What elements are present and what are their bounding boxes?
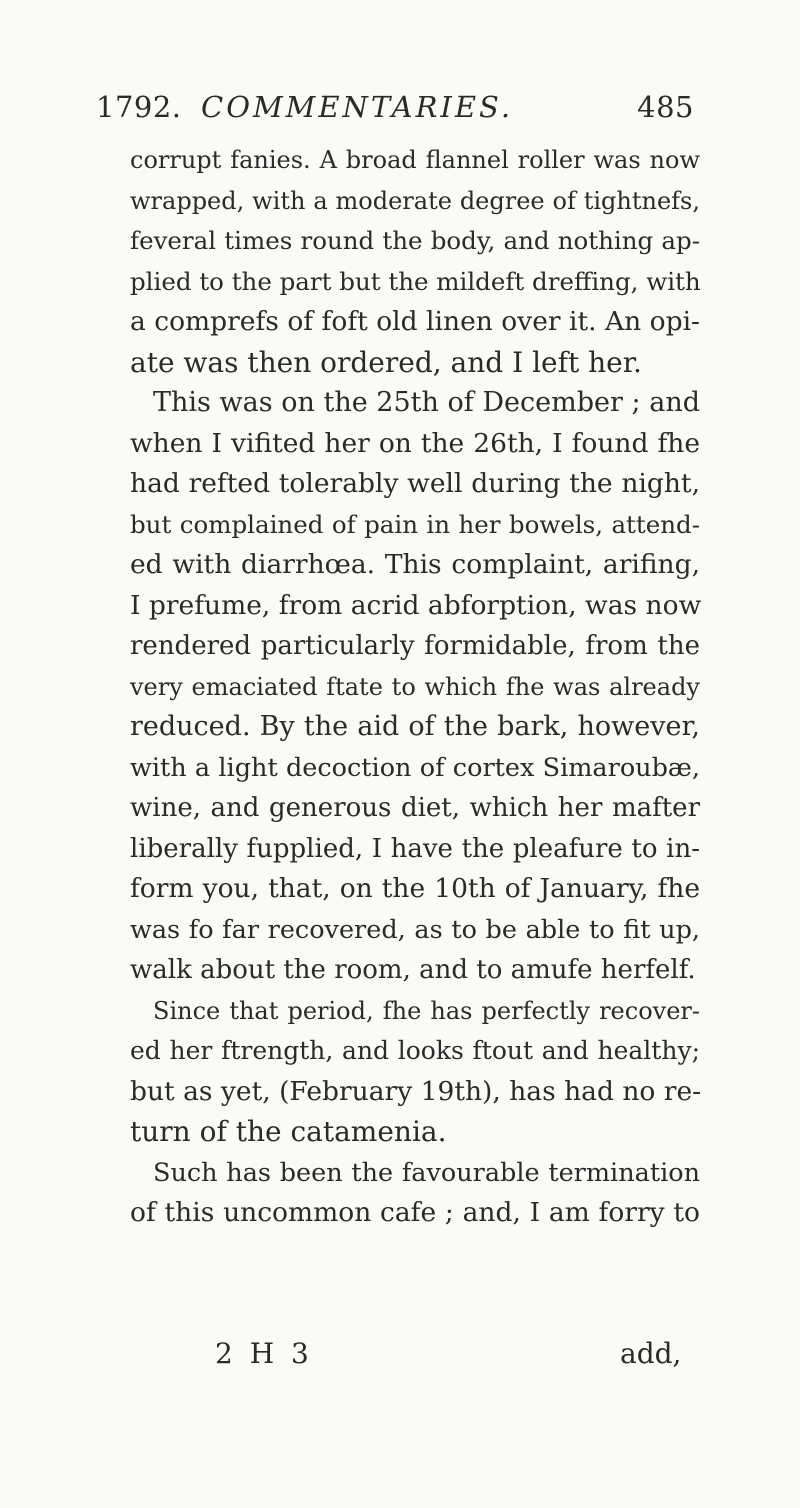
text-line: when I vifited her on the 26th, I found fhe — [130, 427, 700, 459]
text-line: ed her ftrength, and looks ftout and healthy; — [130, 1036, 700, 1065]
header-year: 1792. — [96, 90, 182, 124]
text-line: rendered particularly formidable, from the — [130, 631, 700, 661]
text-line: Since that period, fhe has perfectly recover- — [153, 996, 700, 1025]
signature-mark: 2 H 3 — [215, 1337, 313, 1370]
text-line: a comprefs of foft old linen over it. An opi- — [130, 306, 700, 337]
text-line: walk about the room, and to amufe herfelf. — [130, 955, 696, 985]
text-line: reduced. By the aid of the bark, however, — [130, 711, 700, 742]
header-title: COMMENTARIES. — [201, 90, 514, 124]
running-header — [96, 84, 694, 124]
text-line: had refted tolerably well during the night, — [130, 468, 700, 499]
text-line: This was on the 25th of December ; and — [153, 387, 700, 418]
text-line: very emaciated ftate to which fhe was already — [130, 672, 700, 701]
text-line: was fo far recovered, as to be able to fit up, — [130, 914, 700, 945]
text-line: but complained of pain in her bowels, attend- — [130, 509, 700, 539]
paragraph — [130, 140, 700, 383]
text-line: I prefume, from acrid abforption, was now — [130, 589, 702, 621]
body-text — [130, 140, 700, 1234]
text-line: but as yet, (February 19th), has had no re- — [130, 1075, 702, 1107]
text-line: ed with diarrhœa. This complaint, arifing, — [130, 549, 700, 580]
paragraph — [130, 991, 700, 1153]
paragraph — [130, 383, 700, 991]
text-line: form you, that, on the 10th of January, fhe — [130, 873, 700, 904]
page-number: 485 — [637, 90, 694, 124]
text-line: feveral times round the body, and nothing ap- — [130, 226, 700, 255]
catchword: add, — [620, 1337, 682, 1370]
text-line: corrupt fanies. A broad flannel roller was now — [130, 146, 700, 174]
text-line: turn of the catamenia. — [130, 1115, 447, 1148]
text-line: wrapped, with a moderate degree of tightnefs, — [130, 186, 700, 215]
paragraph — [130, 1153, 700, 1234]
text-line: plied to the part but the mildeft dreffing, with — [130, 266, 701, 296]
text-line: with a light decoction of cortex Simaroubæ, — [130, 752, 700, 783]
text-line: of this uncommon cafe ; and, I am forry to — [130, 1197, 700, 1228]
text-line: Such has been the favourable termination — [153, 1157, 700, 1188]
text-line: liberally fupplied, I have the pleafure to in- — [130, 833, 700, 864]
text-line: wine, and generous diet, which her mafter — [130, 793, 700, 823]
text-line: ate was then ordered, and I left her. — [130, 345, 642, 379]
